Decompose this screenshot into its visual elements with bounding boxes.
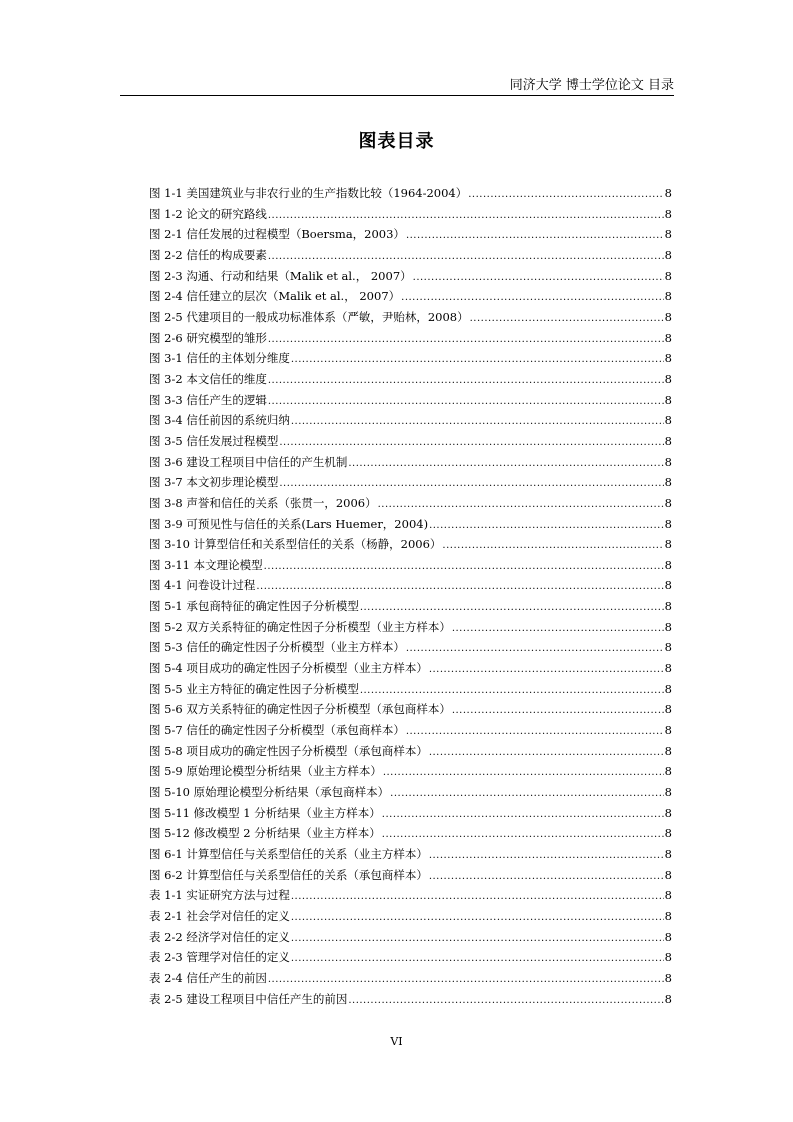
toc-entry[interactable] <box>149 930 672 951</box>
toc-entry-label: 图 5-5 业主方特征的确定性因子分析模型 <box>149 681 359 696</box>
toc-entry-label: 图 5-1 承包商特征的确定性因子分析模型 <box>149 599 359 614</box>
toc-entry-page: 8 <box>664 785 672 800</box>
toc-entry-label: 图 6-1 计算型信任与关系型信任的关系（业主方样本） <box>149 847 428 861</box>
toc-entry-page: 8 <box>664 867 672 882</box>
toc-entry[interactable] <box>149 950 672 971</box>
toc-entry-page: 8 <box>664 764 672 779</box>
toc-entry-page: 8 <box>664 826 672 841</box>
toc-entry-page: 8 <box>664 950 672 965</box>
toc-entry-page: 8 <box>664 888 672 903</box>
toc-entry-label: 图 2-2 信任的构成要素 <box>149 247 267 262</box>
toc-entry-page: 8 <box>664 247 672 262</box>
toc-entry-label: 图 3-10 计算型信任和关系型信任的关系（杨静，2006） <box>149 537 442 552</box>
dot-leader <box>291 415 664 429</box>
toc-entry-page: 8 <box>664 351 672 366</box>
dot-leader <box>406 642 664 656</box>
dot-leader <box>268 395 664 409</box>
toc-entry-page: 8 <box>664 702 672 717</box>
dot-leader <box>256 580 663 594</box>
toc-entry-label: 图 1-1 美国建筑业与非农行业的生产指数比较（1964-2004） <box>149 186 468 200</box>
toc-entry-label: 图 3-11 本文理论模型 <box>149 557 263 572</box>
toc-entry-page: 8 <box>664 599 672 614</box>
dot-leader <box>279 436 663 450</box>
toc-entry-page: 8 <box>664 681 672 696</box>
page-number: VI <box>390 1035 403 1048</box>
toc-entry[interactable] <box>149 413 672 434</box>
toc-entry-label: 表 2-1 社会学对信任的定义 <box>149 908 290 923</box>
dot-leader <box>429 849 664 863</box>
toc-entry-label: 图 5-4 项目成功的确定性因子分析模型（业主方样本） <box>149 661 428 676</box>
toc-entry[interactable] <box>149 496 672 517</box>
dot-leader <box>383 766 664 780</box>
toc-entry[interactable] <box>149 620 672 641</box>
toc-entry[interactable] <box>149 702 672 723</box>
toc-entry-label: 图 5-2 双方关系特征的确定性因子分析模型（业主方样本） <box>149 619 451 634</box>
toc-entry-label: 图 5-8 项目成功的确定性因子分析模型（承包商样本） <box>149 743 428 758</box>
toc-entry[interactable] <box>149 475 672 496</box>
toc-entry-label: 图 3-6 建设工程项目中信任的产生机制 <box>149 454 348 469</box>
toc-entry-page: 8 <box>664 805 672 820</box>
dot-leader <box>268 374 664 388</box>
toc-entry-page: 8 <box>664 537 672 552</box>
toc-entry[interactable] <box>149 310 672 331</box>
toc-entry-page: 8 <box>664 371 672 386</box>
dot-leader <box>452 622 664 636</box>
dot-leader <box>452 704 664 718</box>
dot-leader <box>360 684 664 698</box>
toc-entry-label: 表 2-3 管理学对信任的定义 <box>149 950 290 965</box>
toc-entry-label: 图 5-9 原始理论模型分析结果（业主方样本） <box>149 764 382 779</box>
dot-leader <box>382 808 664 822</box>
toc-entry-label: 图 3-7 本文初步理论模型 <box>149 475 279 490</box>
dot-leader <box>442 539 663 553</box>
dot-leader <box>413 271 664 285</box>
dot-leader <box>429 663 664 677</box>
toc-entry[interactable] <box>149 517 672 538</box>
toc-entry[interactable] <box>149 806 672 827</box>
toc-entry-label: 图 3-1 信任的主体划分维度 <box>149 351 290 366</box>
toc-entry-page: 8 <box>664 743 672 758</box>
dot-leader <box>268 250 664 264</box>
dot-leader <box>360 601 664 615</box>
toc-entry-page: 8 <box>664 433 672 448</box>
toc-entry[interactable] <box>149 764 672 785</box>
dot-leader <box>406 229 664 243</box>
toc-entry-page: 8 <box>664 268 672 283</box>
toc-entry[interactable] <box>149 661 672 682</box>
toc-entry-page: 8 <box>664 289 672 304</box>
dot-leader <box>470 312 664 326</box>
toc-entry-page: 8 <box>664 516 672 531</box>
page-header <box>120 75 674 96</box>
toc-entry-page: 8 <box>664 723 672 738</box>
dot-leader <box>468 188 663 202</box>
toc-entry-label: 图 3-8 声誉和信任的关系（张贯一，2006） <box>149 495 377 510</box>
dot-leader <box>401 291 664 305</box>
toc-entry[interactable] <box>149 558 672 579</box>
toc-entry-page: 8 <box>664 991 672 1006</box>
dot-leader <box>291 932 664 946</box>
toc-entry[interactable] <box>149 744 672 765</box>
toc-entry-label: 图 2-4 信任建立的层次（Malik et al.， 2007） <box>149 289 401 304</box>
toc-entry[interactable] <box>149 434 672 455</box>
toc-entry[interactable] <box>149 971 672 992</box>
toc-entry-label: 图 5-11 修改模型 1 分析结果（业主方样本） <box>149 805 381 820</box>
toc-entry-label: 图 6-2 计算型信任与关系型信任的关系（承包商样本） <box>149 867 428 882</box>
toc-entry[interactable] <box>149 682 672 703</box>
page-title: 图表目录 <box>358 131 435 152</box>
dot-leader <box>348 457 663 471</box>
dot-leader <box>291 952 664 966</box>
dot-leader <box>264 560 664 574</box>
toc-entry-label: 图 3-9 可预见性与信任的关系(Lars Huemer，2004) <box>149 516 429 531</box>
toc-entry-label: 图 3-5 信任发展过程模型 <box>149 433 279 448</box>
toc-entry-page: 8 <box>664 413 672 428</box>
dot-leader <box>291 890 664 904</box>
toc-entry[interactable] <box>149 207 672 228</box>
toc-entry[interactable] <box>149 248 672 269</box>
toc-entry-label: 表 2-2 经济学对信任的定义 <box>149 929 290 944</box>
dot-leader <box>279 477 663 491</box>
toc-entry[interactable] <box>149 909 672 930</box>
toc-entry-label: 表 2-4 信任产生的前因 <box>149 970 267 985</box>
toc-entry[interactable] <box>149 186 672 207</box>
toc-entry-page: 8 <box>664 970 672 985</box>
toc-entry-label: 表 1-1 实证研究方法与过程 <box>149 888 290 903</box>
toc-entry-page: 8 <box>664 392 672 407</box>
toc-entry-label: 图 5-7 信任的确定性因子分析模型（承包商样本） <box>149 723 405 738</box>
toc-entry-label: 图 2-6 研究模型的雏形 <box>149 330 267 345</box>
dot-leader <box>382 828 664 842</box>
toc-entry[interactable] <box>149 537 672 558</box>
toc-entry[interactable] <box>149 227 672 248</box>
toc-entry-label: 图 5-12 修改模型 2 分析结果（业主方样本） <box>149 826 381 841</box>
toc-entry[interactable] <box>149 455 672 476</box>
toc-entry-page: 8 <box>664 186 672 200</box>
toc-entry[interactable] <box>149 351 672 372</box>
toc-entry-page: 8 <box>664 847 672 861</box>
toc-entry[interactable] <box>149 847 672 868</box>
toc-entry[interactable] <box>149 331 672 352</box>
dot-leader <box>406 725 664 739</box>
toc-entry-page: 8 <box>664 929 672 944</box>
dot-leader <box>429 746 664 760</box>
toc-entry-page: 8 <box>664 227 672 242</box>
toc-entry-label: 图 5-6 双方关系特征的确定性因子分析模型（承包商样本） <box>149 702 451 717</box>
dot-leader <box>291 353 664 367</box>
toc-entry-page: 8 <box>664 309 672 324</box>
toc-entry-label: 图 1-2 论文的研究路线 <box>149 206 267 221</box>
toc-entry[interactable] <box>149 269 672 290</box>
toc-entry[interactable] <box>149 289 672 310</box>
toc-entry[interactable] <box>149 372 672 393</box>
toc-entry-page: 8 <box>664 495 672 510</box>
toc-entry[interactable] <box>149 599 672 620</box>
toc-entry[interactable] <box>149 393 672 414</box>
toc-entry-label: 表 2-5 建设工程项目中信任产生的前因 <box>149 991 348 1006</box>
toc-entry-label: 图 2-5 代建项目的一般成功标准体系（严敏，尹贻林，2008） <box>149 309 469 324</box>
toc-entry[interactable] <box>149 826 672 847</box>
toc-entry-page: 8 <box>664 454 672 469</box>
toc-entry[interactable] <box>149 888 672 909</box>
toc-entry[interactable] <box>149 578 672 599</box>
header-text: 同济大学 博士学位论文 目录 <box>509 78 674 93</box>
toc-entry[interactable] <box>149 723 672 744</box>
dot-leader <box>268 209 664 223</box>
toc-entry-label: 图 3-4 信任前因的系统归纳 <box>149 413 290 428</box>
toc-list <box>149 186 672 1012</box>
dot-leader <box>429 870 664 884</box>
toc-entry[interactable] <box>149 868 672 889</box>
toc-entry-page: 8 <box>664 557 672 572</box>
toc-entry-page: 8 <box>664 206 672 221</box>
toc-entry-page: 8 <box>664 661 672 676</box>
toc-entry[interactable] <box>149 640 672 661</box>
toc-entry-page: 8 <box>664 908 672 923</box>
dot-leader <box>268 333 664 347</box>
dot-leader <box>348 994 663 1008</box>
toc-entry-page: 8 <box>664 578 672 593</box>
toc-entry[interactable] <box>149 785 672 806</box>
dot-leader <box>378 498 664 512</box>
dot-leader <box>390 787 664 801</box>
toc-entry-label: 图 5-3 信任的确定性因子分析模型（业主方样本） <box>149 640 405 655</box>
toc-entry-label: 图 3-2 本文信任的维度 <box>149 371 267 386</box>
toc-entry-label: 图 5-10 原始理论模型分析结果（承包商样本） <box>149 785 390 800</box>
toc-entry-page: 8 <box>664 619 672 634</box>
toc-entry-page: 8 <box>664 475 672 490</box>
toc-entry-label: 图 4-1 问卷设计过程 <box>149 578 256 593</box>
toc-entry[interactable] <box>149 992 672 1013</box>
dot-leader <box>429 519 664 533</box>
toc-entry-label: 图 3-3 信任产生的逻辑 <box>149 392 267 407</box>
toc-entry-page: 8 <box>664 330 672 345</box>
toc-entry-page: 8 <box>664 640 672 655</box>
dot-leader <box>291 911 664 925</box>
toc-entry-label: 图 2-3 沟通、行动和结果（Malik et al.， 2007） <box>149 268 412 283</box>
dot-leader <box>268 973 664 987</box>
toc-entry-label: 图 2-1 信任发展的过程模型（Boersma，2003） <box>149 227 405 242</box>
